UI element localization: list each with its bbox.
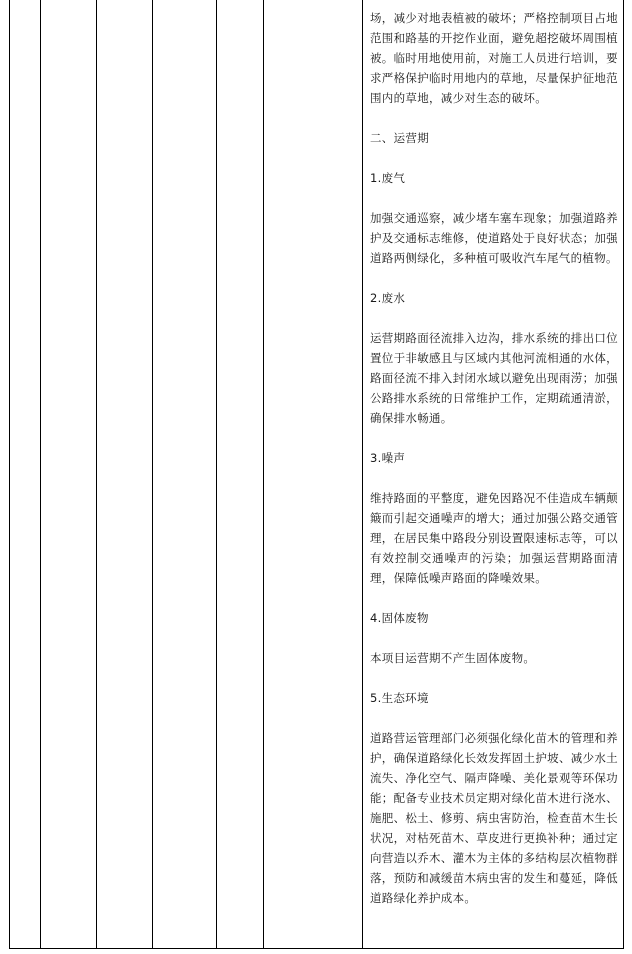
table-column-divider xyxy=(216,0,217,949)
item-heading-wastewater: 2.废水 xyxy=(370,291,406,305)
item-body-solid-waste: 本项目运营期不产生固体废物。 xyxy=(370,651,536,665)
table-column-divider xyxy=(96,0,97,949)
intro-paragraph: 场，减少对地表植被的破坏；严格控制项目占地范围和路基的开挖作业面，避免超挖破坏周围植被。临时用地使用前，对施工人员进行培训，要求严格保护临时用地内的草地，尽量保护征地范围内的草地，减少对生态的破坏。 xyxy=(370,11,618,105)
item-body-exhaust: 加强交通巡察，减少堵车塞车现象；加强道路养护及交通标志维修，使道路处于良好状态；加强道路两侧绿化，多种植可吸收汽车尾气的植物。 xyxy=(370,211,618,265)
item-body-noise: 维持路面的平整度，避免因路况不佳造成车辆颠簸而引起交通噪声的增大；通过加强公路交通管理，在居民集中路段分别设置限速标志等，可以有效控制交通噪声的污染；加强运营期路面清理，保障低噪声路面的降噪效果。 xyxy=(370,491,618,585)
section-title: 二、运营期 xyxy=(370,131,429,145)
table-column-divider xyxy=(40,0,41,949)
item-heading-noise: 3.噪声 xyxy=(370,451,406,465)
item-body-wastewater: 运营期路面径流排入边沟，排水系统的排出口位置位于非敏感且与区域内其他河流相通的水体，路面径流不排入封闭水域以避免出现雨涝；加强公路排水系统的日常维护工作，定期疏通清淤，确保排水畅通。 xyxy=(370,331,618,425)
item-heading-solid-waste: 4.固体废物 xyxy=(370,611,429,625)
table-column-divider xyxy=(263,0,264,949)
table-border-bottom xyxy=(9,948,624,949)
item-heading-exhaust: 1.废气 xyxy=(370,171,406,185)
measures-cell xyxy=(370,8,618,908)
table-column-divider xyxy=(362,0,363,949)
item-heading-ecology: 5.生态环境 xyxy=(370,691,429,705)
item-body-ecology: 道路营运管理部门必须强化绿化苗木的管理和养护，确保道路绿化长效发挥固土护坡、减少水土流失、净化空气、隔声降噪、美化景观等环保功能；配备专业技术员定期对绿化苗木进行浇水、施肥、松土、修剪、病虫害防治，检查苗木生长状况，对枯死苗木、草皮进行更换补种；通过定向营造以乔木、灌木为主体的多结构层次植物群落，预防和减缓苗木病虫害的发生和蔓延，降低道路绿化养护成本。 xyxy=(370,731,618,905)
table-column-divider xyxy=(152,0,153,949)
table-border-right xyxy=(623,0,624,949)
table-border-left xyxy=(9,0,10,949)
